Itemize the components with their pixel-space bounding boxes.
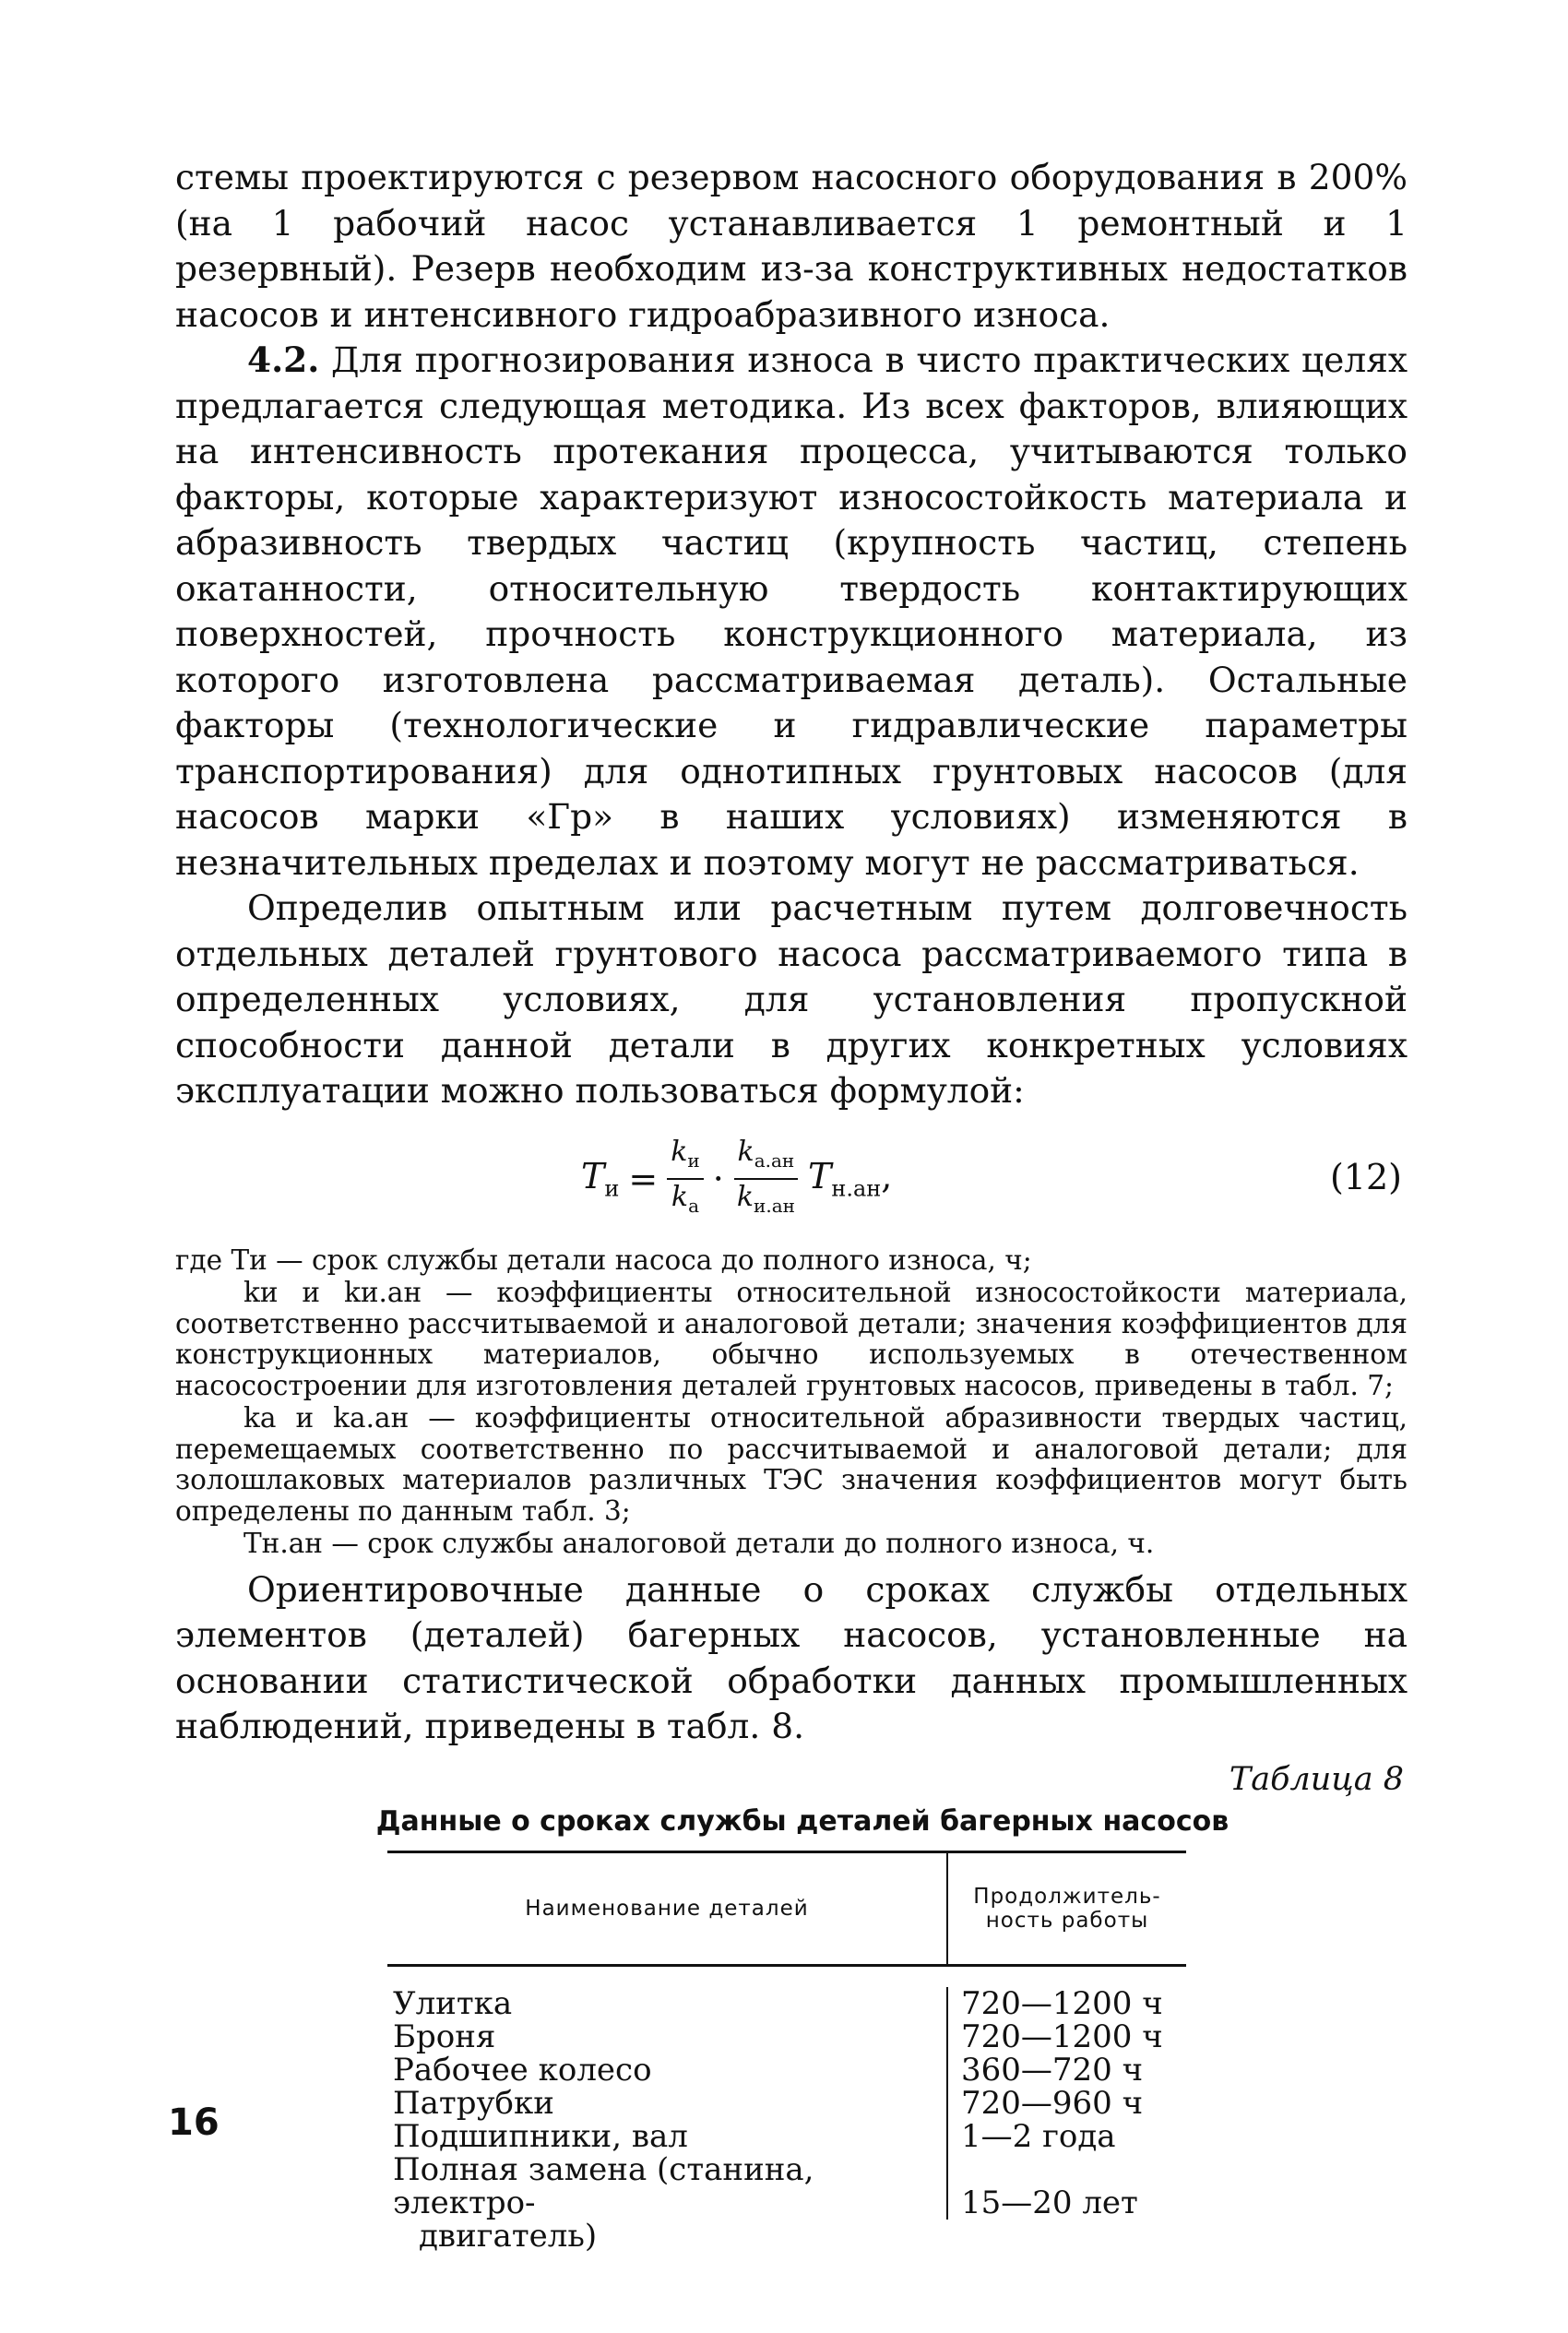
table-row-name: Полная замена (станина, электро- двигатель) — [393, 2150, 814, 2255]
service-life-table — [387, 1851, 1186, 2255]
table-row-value: 720—960 ч — [961, 2084, 1144, 2122]
variable-definitions — [175, 1245, 1408, 1560]
table-row-name: Патрубки — [393, 2084, 554, 2122]
table-row-name: Улитка — [393, 1984, 513, 2022]
definition-k-i: kи и kи.ан — коэффициенты относительной износостойкости материала, соответственно рассчитываемой и аналоговой детали; значения коэффициентов для конструкционных материалов, обычно используемых в отечественном насосостроении для изготовления деталей грунтовых насосов, приведены в табл. 7; — [175, 1277, 1408, 1401]
paragraph-reserve: стемы проектируются с резервом насосного оборудования в 200% (на 1 рабочий насос устанавливается 1 ремонтный и 1 резервный). Резерв необходим из-за конструктивных недостатков насосов и интенсивного гидроабразивного износа. — [175, 157, 1408, 335]
page-content — [175, 155, 1408, 2255]
paragraph-table-intro: Ориентировочные данные о сроках службы отдельных элементов (деталей) багерных насосов, установленные на основании статистической обработки данных промышленных наблюдений, приведены в табл. 8. — [175, 1568, 1408, 1746]
table-row-value: 720—1200 ч — [961, 2018, 1163, 2055]
table-row-value: 360—720 ч — [961, 2051, 1144, 2089]
formula-lhs: $T_и$ — [581, 1155, 620, 1202]
formula-number: (12) — [1329, 1156, 1402, 1197]
part-name-column — [387, 1984, 946, 2255]
definition-k-a: kа и kа.ан — коэффициенты относительной абразивности твердых частиц, перемещаемых соответственно по рассчитываемой и аналоговой детали; для золошлаковых материалов различных ТЭС значения коэффициентов могут быть определены по данным табл. 3; — [175, 1402, 1408, 1527]
table-row-value: 720—1200 ч — [961, 1984, 1163, 2022]
formula-equals: = — [628, 1158, 659, 1199]
table-row-value: 15—20 лет — [961, 2184, 1138, 2221]
formula-dot: · — [712, 1158, 724, 1199]
definition-t-n-an: Tн.ан — срок службы аналоговой детали до полного износа, ч. — [244, 1528, 1155, 1559]
formula-12 — [175, 1127, 1408, 1231]
paragraph-method — [175, 338, 1408, 886]
definition-t-i: где Tи — срок службы детали насоса до полного износа, ч; — [175, 1244, 1032, 1276]
formula-body — [581, 1127, 892, 1231]
header-duration: Продолжитель- ность работы — [946, 1853, 1186, 1964]
fraction-k-ratio: $\frac{k_и}{k_а}$ — [667, 1137, 704, 1221]
fraction-analog-ratio: $\frac{k_{а.ан}}{k_{и.ан}}$ — [733, 1137, 799, 1221]
table-row-name: Броня — [393, 2018, 496, 2055]
header-part-name: Наименование деталей — [525, 1896, 809, 1921]
section-number: 4.2. — [247, 339, 320, 380]
paragraph-method-text: Для прогнозирования износа в чисто практических целях предлагается следующая методика. Из всех факторов, влияющих на интенсивность протекания процесса, учитываются только факторы, которые характеризуют износостойкость материала и абразивность твердых частиц (крупность частиц, степень окатанности, относительную твердость контактирующих поверхностей, прочность конструкционного материала, из которого изготовлена рассматриваемая деталь). Остальные факторы (технологические и гидравлические параметры транспортирования) для однотипных грунтовых насосов (для насосов марки «Гр» в наших условиях) изменяются в незначительных пределах и поэтому могут не рассматриваться. — [175, 339, 1408, 883]
table-label: Таблица 8 — [1229, 1760, 1404, 1798]
table-header — [387, 1853, 1186, 1967]
paragraph-formula-intro: Определив опытным или расчетным путем долговечность отдельных деталей грунтового насоса рассматриваемого типа в определенных условиях, для установления пропускной способности данной детали в других конкретных условиях эксплуатации можно пользоваться формулой: — [175, 887, 1408, 1111]
table-row-name: Подшипники, вал — [393, 2117, 688, 2155]
page-number: 16 — [168, 2101, 220, 2144]
table-title: Данные о сроках службы деталей багерных насосов — [375, 1804, 1229, 1838]
table-row-name: Рабочее колесо — [393, 2051, 652, 2089]
table-row-value: 1—2 года — [961, 2117, 1116, 2155]
table-body — [387, 1967, 1186, 2255]
formula-rhs: $T_{н.ан}$, — [807, 1155, 893, 1202]
duration-column — [946, 1984, 1186, 2221]
